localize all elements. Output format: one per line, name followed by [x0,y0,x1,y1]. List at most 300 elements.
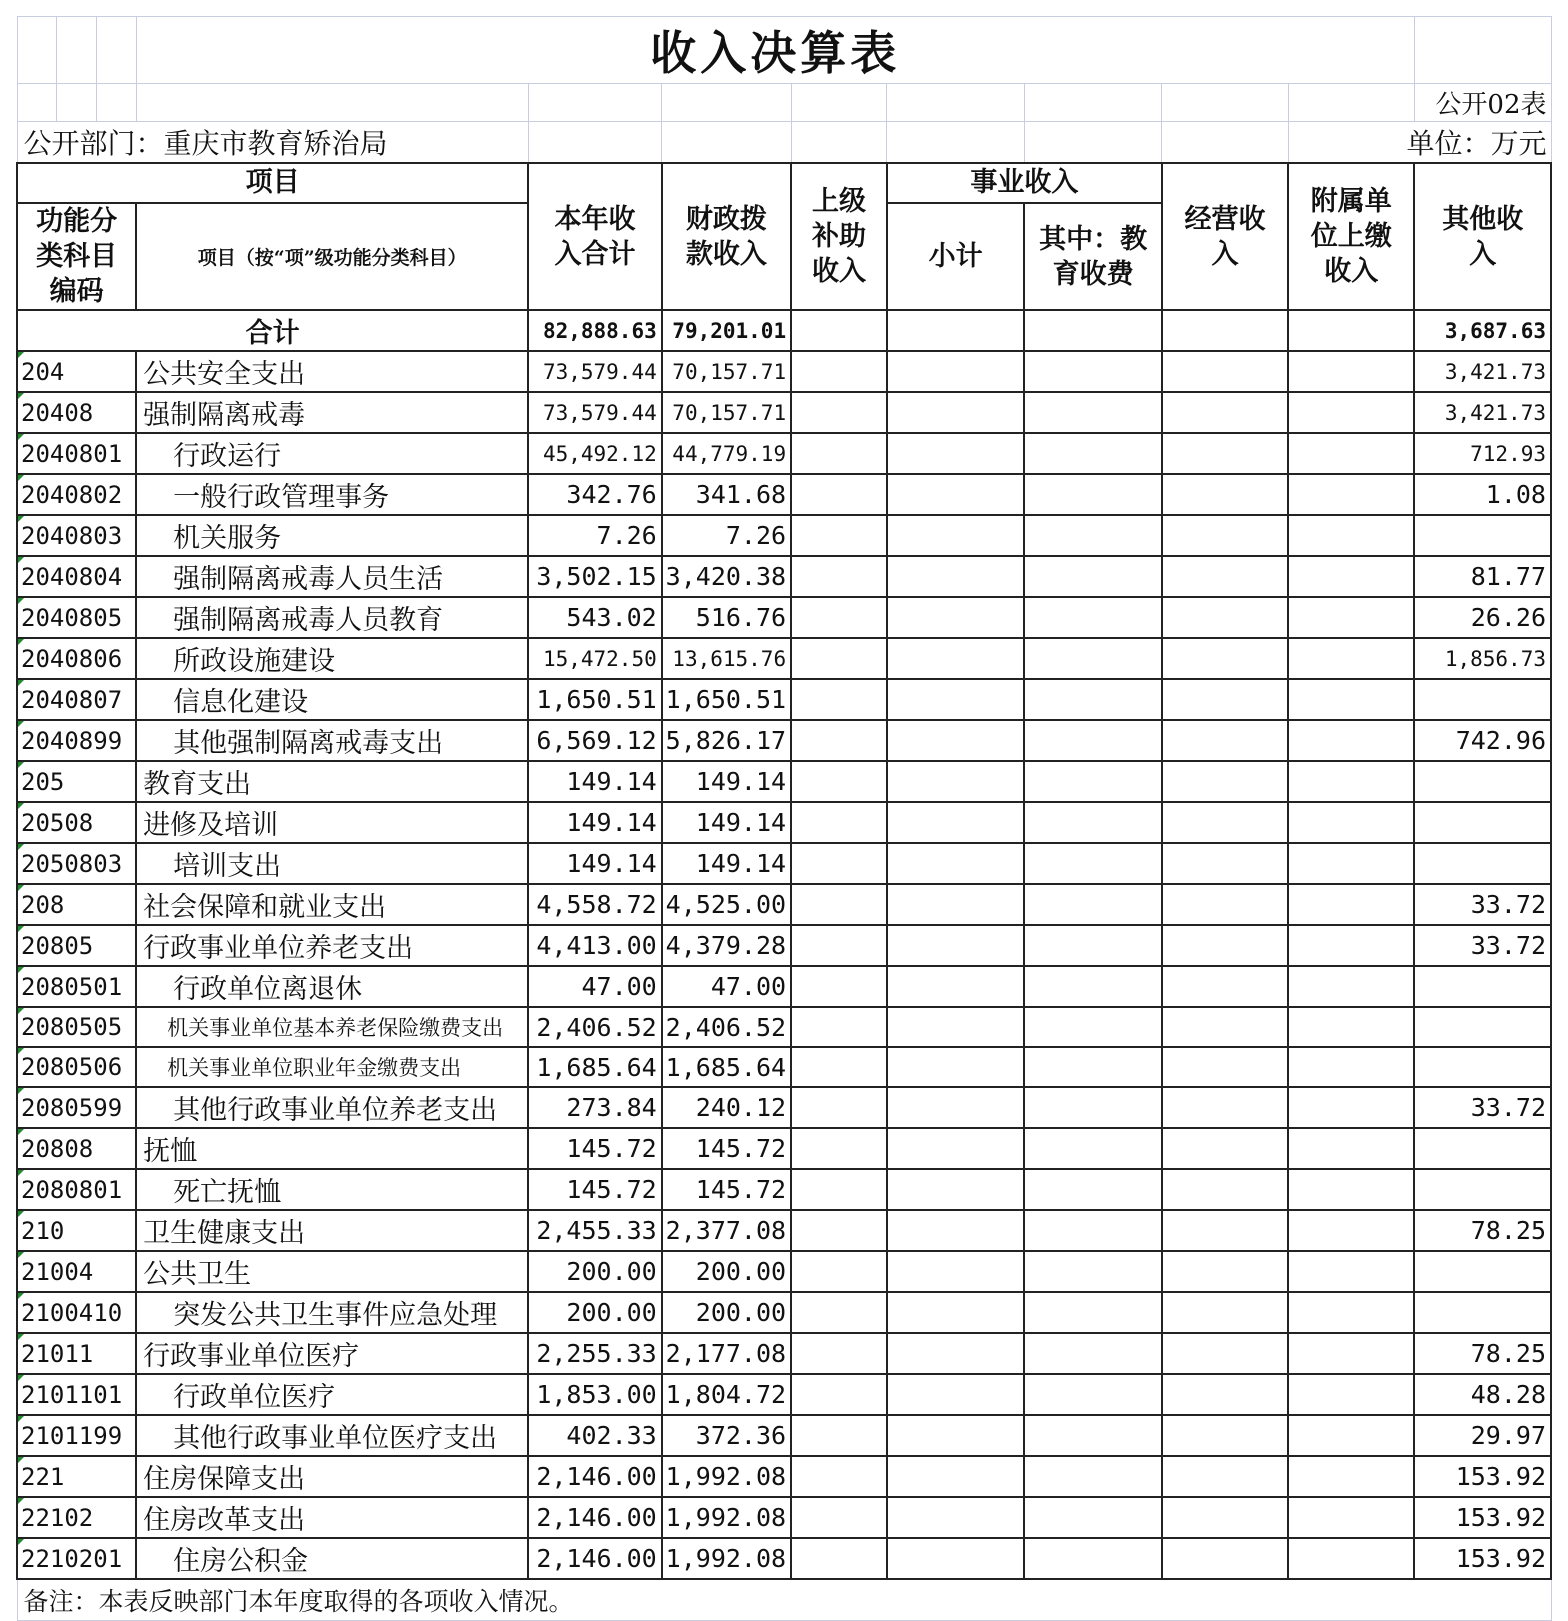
superior-subsidy-cell [791,843,887,884]
edu-fee-cell [1024,556,1162,597]
operating-income-cell [1162,925,1288,966]
affiliated-income-cell [1288,884,1414,925]
superior-subsidy-cell [791,638,887,679]
item-name-cell: 强制隔离戒毒人员教育 [136,597,528,638]
fiscal-income-cell: 2,377.08 [662,1210,791,1251]
business-subtotal-cell [887,1047,1025,1087]
business-subtotal-cell [887,1169,1025,1210]
operating-income-cell [1162,802,1288,843]
fiscal-income-cell: 200.00 [662,1251,791,1292]
fiscal-income-cell: 149.14 [662,761,791,802]
superior-subsidy-cell [791,802,887,843]
header-fiscal-income: 财政拨款收入 [662,163,791,310]
superior-subsidy-cell [791,1087,887,1128]
affiliated-income-cell [1288,720,1414,761]
fiscal-income-cell: 70,157.71 [662,392,791,433]
total-income-cell: 273.84 [528,1087,661,1128]
operating-income-cell [1162,1497,1288,1538]
edu-fee-cell [1024,1374,1162,1415]
total-income-cell: 2,406.52 [528,1007,661,1047]
business-subtotal-cell [887,1087,1025,1128]
operating-income-cell [1162,556,1288,597]
edu-fee-cell [1024,1169,1162,1210]
total-income-cell: 15,472.50 [528,638,661,679]
superior-subsidy-cell [791,1415,887,1456]
table-row [17,1169,1551,1210]
unit-label: 单位：万元 [1288,122,1551,164]
other-income-cell [1414,1007,1551,1047]
other-income-cell [1414,1169,1551,1210]
total-income-cell: 2,146.00 [528,1538,661,1579]
edu-fee-cell [1024,474,1162,515]
superior-subsidy-cell [791,474,887,515]
superior-subsidy-cell [791,433,887,474]
table-row [17,351,1551,392]
func-code-cell: 2040805 [17,597,136,638]
title-row [17,17,1551,84]
fiscal-income-cell: 1,685.64 [662,1047,791,1087]
superior-subsidy-cell [791,351,887,392]
fiscal-income-cell: 240.12 [662,1087,791,1128]
fiscal-income-cell: 5,826.17 [662,720,791,761]
business-subtotal-cell [887,966,1025,1007]
header-operating-income: 经营收入 [1162,163,1288,310]
table-row [17,966,1551,1007]
item-name-cell: 住房公积金 [136,1538,528,1579]
other-income-cell [1414,1047,1551,1087]
superior-subsidy-cell [791,1169,887,1210]
superior-subsidy-cell [791,1456,887,1497]
other-income-cell: 3,421.73 [1414,351,1551,392]
item-name-cell: 所政设施建设 [136,638,528,679]
table-row [17,433,1551,474]
edu-fee-cell [1024,925,1162,966]
func-code-cell: 20508 [17,802,136,843]
operating-income-cell [1162,720,1288,761]
department-label: 公开部门：重庆市教育矫治局 [17,122,528,164]
superior-subsidy-cell [791,966,887,1007]
edu-fee-cell [1024,1456,1162,1497]
operating-income-cell [1162,1169,1288,1210]
fiscal-income-cell: 4,525.00 [662,884,791,925]
total-income-cell: 145.72 [528,1128,661,1169]
table-row [17,638,1551,679]
operating-income-cell [1162,515,1288,556]
affiliated-income-cell [1288,1456,1414,1497]
total-other-sum: 3,687.63 [1414,310,1551,351]
affiliated-income-cell [1288,1047,1414,1087]
affiliated-income-cell [1288,966,1414,1007]
total-income-cell: 2,255.33 [528,1333,661,1374]
item-name-cell: 教育支出 [136,761,528,802]
operating-income-cell [1162,433,1288,474]
superior-subsidy-cell [791,884,887,925]
table-row [17,1007,1551,1047]
table-row [17,515,1551,556]
business-subtotal-cell [887,433,1025,474]
superior-subsidy-cell [791,925,887,966]
other-income-cell: 153.92 [1414,1497,1551,1538]
func-code-cell: 204 [17,351,136,392]
note-row [17,1579,1551,1621]
other-income-cell: 78.25 [1414,1210,1551,1251]
header-item: 项目 [17,163,528,203]
other-income-cell: 3,421.73 [1414,392,1551,433]
superior-subsidy-cell [791,1292,887,1333]
item-name-cell: 卫生健康支出 [136,1210,528,1251]
header-superior-subsidy: 上级补助收入 [791,163,887,310]
affiliated-income-cell [1288,1007,1414,1047]
func-code-cell: 205 [17,761,136,802]
total-income-cell: 200.00 [528,1251,661,1292]
func-code-cell: 221 [17,1456,136,1497]
edu-fee-cell [1024,1292,1162,1333]
other-income-cell: 153.92 [1414,1538,1551,1579]
total-income-cell: 7.26 [528,515,661,556]
func-code-cell: 208 [17,884,136,925]
superior-subsidy-cell [791,761,887,802]
item-name-cell: 行政单位离退休 [136,966,528,1007]
business-subtotal-cell [887,1333,1025,1374]
header-total-income: 本年收入合计 [528,163,661,310]
table-row [17,1538,1551,1579]
affiliated-income-cell [1288,433,1414,474]
table-number: 公开02表 [1414,84,1551,122]
func-code-cell: 2080505 [17,1007,136,1047]
other-income-cell: 712.93 [1414,433,1551,474]
total-income-cell: 45,492.12 [528,433,661,474]
page-title: 收入决算表 [136,17,1414,84]
func-code-cell: 2080506 [17,1047,136,1087]
business-subtotal-cell [887,1007,1025,1047]
fiscal-income-cell: 13,615.76 [662,638,791,679]
table-row [17,474,1551,515]
total-income-cell: 402.33 [528,1415,661,1456]
fiscal-income-cell: 149.14 [662,843,791,884]
business-subtotal-cell [887,597,1025,638]
table-row [17,761,1551,802]
business-subtotal-cell [887,679,1025,720]
affiliated-income-cell [1288,515,1414,556]
fiscal-income-cell: 1,650.51 [662,679,791,720]
func-code-cell: 2040801 [17,433,136,474]
header-row-1 [17,163,1551,203]
operating-income-cell [1162,1456,1288,1497]
item-name-cell: 信息化建设 [136,679,528,720]
superior-subsidy-cell [791,392,887,433]
affiliated-income-cell [1288,1538,1414,1579]
other-income-cell: 33.72 [1414,884,1551,925]
fiscal-income-cell: 2,406.52 [662,1007,791,1047]
item-name-cell: 住房改革支出 [136,1497,528,1538]
table-row [17,1047,1551,1087]
operating-income-cell [1162,474,1288,515]
total-income-cell: 4,558.72 [528,884,661,925]
item-name-cell: 公共安全支出 [136,351,528,392]
func-code-cell: 210 [17,1210,136,1251]
header-item-desc: 项目（按“项”级功能分类科目） [136,203,528,310]
table-row [17,1415,1551,1456]
other-income-cell [1414,679,1551,720]
table-row [17,679,1551,720]
superior-subsidy-cell [791,720,887,761]
affiliated-income-cell [1288,638,1414,679]
total-income-cell: 2,146.00 [528,1456,661,1497]
total-income-cell: 2,146.00 [528,1497,661,1538]
edu-fee-cell [1024,1251,1162,1292]
business-subtotal-cell [887,1497,1025,1538]
business-subtotal-cell [887,720,1025,761]
business-subtotal-cell [887,515,1025,556]
func-code-cell: 2080501 [17,966,136,1007]
header-subtotal: 小计 [887,203,1025,310]
operating-income-cell [1162,1333,1288,1374]
item-name-cell: 其他强制隔离戒毒支出 [136,720,528,761]
business-subtotal-cell [887,843,1025,884]
table-row [17,1374,1551,1415]
func-code-cell: 21011 [17,1333,136,1374]
other-income-cell [1414,1251,1551,1292]
business-subtotal-cell [887,1456,1025,1497]
operating-income-cell [1162,843,1288,884]
superior-subsidy-cell [791,556,887,597]
table-row [17,556,1551,597]
func-code-cell: 2100410 [17,1292,136,1333]
header-affiliated-income: 附属单位上缴收入 [1288,163,1414,310]
affiliated-income-cell [1288,802,1414,843]
affiliated-income-cell [1288,1128,1414,1169]
operating-income-cell [1162,1087,1288,1128]
business-subtotal-cell [887,392,1025,433]
affiliated-income-cell [1288,392,1414,433]
total-income-cell: 200.00 [528,1292,661,1333]
operating-income-cell [1162,966,1288,1007]
item-name-cell: 机关事业单位基本养老保险缴费支出 [136,1007,528,1047]
func-code-cell: 2101199 [17,1415,136,1456]
table-row [17,720,1551,761]
edu-fee-cell [1024,1087,1162,1128]
edu-fee-cell [1024,1128,1162,1169]
edu-fee-cell [1024,1497,1162,1538]
affiliated-income-cell [1288,1087,1414,1128]
table-row [17,392,1551,433]
func-code-cell: 2101101 [17,1374,136,1415]
total-income-cell: 1,650.51 [528,679,661,720]
item-name-cell: 行政单位医疗 [136,1374,528,1415]
business-subtotal-cell [887,925,1025,966]
edu-fee-cell [1024,802,1162,843]
edu-fee-cell [1024,392,1162,433]
item-name-cell: 突发公共卫生事件应急处理 [136,1292,528,1333]
item-name-cell: 住房保障支出 [136,1456,528,1497]
other-income-cell: 1.08 [1414,474,1551,515]
table-row [17,1210,1551,1251]
func-code-cell: 2050803 [17,843,136,884]
business-subtotal-cell [887,1210,1025,1251]
fiscal-income-cell: 145.72 [662,1169,791,1210]
item-name-cell: 进修及培训 [136,802,528,843]
affiliated-income-cell [1288,597,1414,638]
edu-fee-cell [1024,1538,1162,1579]
other-income-cell [1414,802,1551,843]
other-income-cell [1414,515,1551,556]
edu-fee-cell [1024,843,1162,884]
table-row [17,1333,1551,1374]
operating-income-cell [1162,1374,1288,1415]
other-income-cell [1414,966,1551,1007]
operating-income-cell [1162,638,1288,679]
edu-fee-cell [1024,1047,1162,1087]
edu-fee-cell [1024,1007,1162,1047]
operating-income-cell [1162,1007,1288,1047]
superior-subsidy-cell [791,1497,887,1538]
business-subtotal-cell [887,1128,1025,1169]
total-income-cell: 149.14 [528,802,661,843]
func-code-cell: 2210201 [17,1538,136,1579]
other-income-cell: 742.96 [1414,720,1551,761]
edu-fee-cell [1024,966,1162,1007]
business-subtotal-cell [887,761,1025,802]
fiscal-income-cell: 200.00 [662,1292,791,1333]
other-income-cell: 33.72 [1414,1087,1551,1128]
other-income-cell: 153.92 [1414,1456,1551,1497]
edu-fee-cell [1024,638,1162,679]
header-business-income: 事业收入 [887,163,1162,203]
affiliated-income-cell [1288,1210,1414,1251]
business-subtotal-cell [887,1374,1025,1415]
header-edu-fee: 其中：教育收费 [1024,203,1162,310]
item-name-cell: 行政运行 [136,433,528,474]
operating-income-cell [1162,351,1288,392]
item-name-cell: 强制隔离戒毒 [136,392,528,433]
fiscal-income-cell: 1,804.72 [662,1374,791,1415]
total-income-cell: 342.76 [528,474,661,515]
operating-income-cell [1162,1292,1288,1333]
income-final-account-table [16,16,1552,1621]
affiliated-income-cell [1288,1251,1414,1292]
table-row [17,1497,1551,1538]
affiliated-income-cell [1288,556,1414,597]
other-income-cell [1414,1128,1551,1169]
superior-subsidy-cell [791,1538,887,1579]
header-other-income: 其他收入 [1414,163,1551,310]
func-code-cell: 21004 [17,1251,136,1292]
business-subtotal-cell [887,1538,1025,1579]
superior-subsidy-cell [791,597,887,638]
table-row [17,1251,1551,1292]
business-subtotal-cell [887,802,1025,843]
affiliated-income-cell [1288,351,1414,392]
operating-income-cell [1162,1210,1288,1251]
operating-income-cell [1162,1415,1288,1456]
item-name-cell: 培训支出 [136,843,528,884]
fiscal-income-cell: 47.00 [662,966,791,1007]
other-income-cell [1414,761,1551,802]
superior-subsidy-cell [791,1047,887,1087]
edu-fee-cell [1024,720,1162,761]
fiscal-income-cell: 3,420.38 [662,556,791,597]
func-code-cell: 2080599 [17,1087,136,1128]
superior-subsidy-cell [791,1333,887,1374]
business-subtotal-cell [887,638,1025,679]
edu-fee-cell [1024,1210,1162,1251]
other-income-cell [1414,1292,1551,1333]
table-row [17,843,1551,884]
func-code-cell: 2040803 [17,515,136,556]
edu-fee-cell [1024,884,1162,925]
edu-fee-cell [1024,515,1162,556]
affiliated-income-cell [1288,474,1414,515]
table-row [17,1292,1551,1333]
total-income-cell: 145.72 [528,1169,661,1210]
fiscal-income-cell: 516.76 [662,597,791,638]
operating-income-cell [1162,1251,1288,1292]
total-income-cell: 6,569.12 [528,720,661,761]
fiscal-income-cell: 1,992.08 [662,1497,791,1538]
item-name-cell: 社会保障和就业支出 [136,884,528,925]
affiliated-income-cell [1288,925,1414,966]
total-income-cell: 47.00 [528,966,661,1007]
table-row [17,802,1551,843]
operating-income-cell [1162,597,1288,638]
total-income-cell: 1,853.00 [528,1374,661,1415]
total-income-cell: 1,685.64 [528,1047,661,1087]
edu-fee-cell [1024,761,1162,802]
fiscal-income-cell: 70,157.71 [662,351,791,392]
func-code-cell: 2040806 [17,638,136,679]
affiliated-income-cell [1288,761,1414,802]
fiscal-income-cell: 341.68 [662,474,791,515]
other-income-cell: 1,856.73 [1414,638,1551,679]
edu-fee-cell [1024,433,1162,474]
affiliated-income-cell [1288,1333,1414,1374]
table-row [17,1456,1551,1497]
operating-income-cell [1162,1047,1288,1087]
business-subtotal-cell [887,474,1025,515]
item-name-cell: 其他行政事业单位医疗支出 [136,1415,528,1456]
total-row [17,310,1551,351]
func-code-cell: 22102 [17,1497,136,1538]
item-name-cell: 行政事业单位医疗 [136,1333,528,1374]
header-func-code: 功能分类科目编码 [17,203,136,310]
edu-fee-cell [1024,1333,1162,1374]
superior-subsidy-cell [791,1007,887,1047]
affiliated-income-cell [1288,843,1414,884]
func-code-cell: 20408 [17,392,136,433]
department-row [17,122,1551,164]
total-fiscal-sum: 79,201.01 [662,310,791,351]
item-name-cell: 公共卫生 [136,1251,528,1292]
item-name-cell: 死亡抚恤 [136,1169,528,1210]
fiscal-income-cell: 2,177.08 [662,1333,791,1374]
affiliated-income-cell [1288,1292,1414,1333]
fiscal-income-cell: 4,379.28 [662,925,791,966]
table-number-row [17,84,1551,122]
superior-subsidy-cell [791,679,887,720]
operating-income-cell [1162,1128,1288,1169]
other-income-cell: 33.72 [1414,925,1551,966]
edu-fee-cell [1024,597,1162,638]
total-income-sum: 82,888.63 [528,310,661,351]
func-code-cell: 2040807 [17,679,136,720]
total-income-cell: 73,579.44 [528,392,661,433]
item-name-cell: 抚恤 [136,1128,528,1169]
other-income-cell: 26.26 [1414,597,1551,638]
superior-subsidy-cell [791,1128,887,1169]
affiliated-income-cell [1288,1497,1414,1538]
item-name-cell: 其他行政事业单位养老支出 [136,1087,528,1128]
operating-income-cell [1162,1538,1288,1579]
